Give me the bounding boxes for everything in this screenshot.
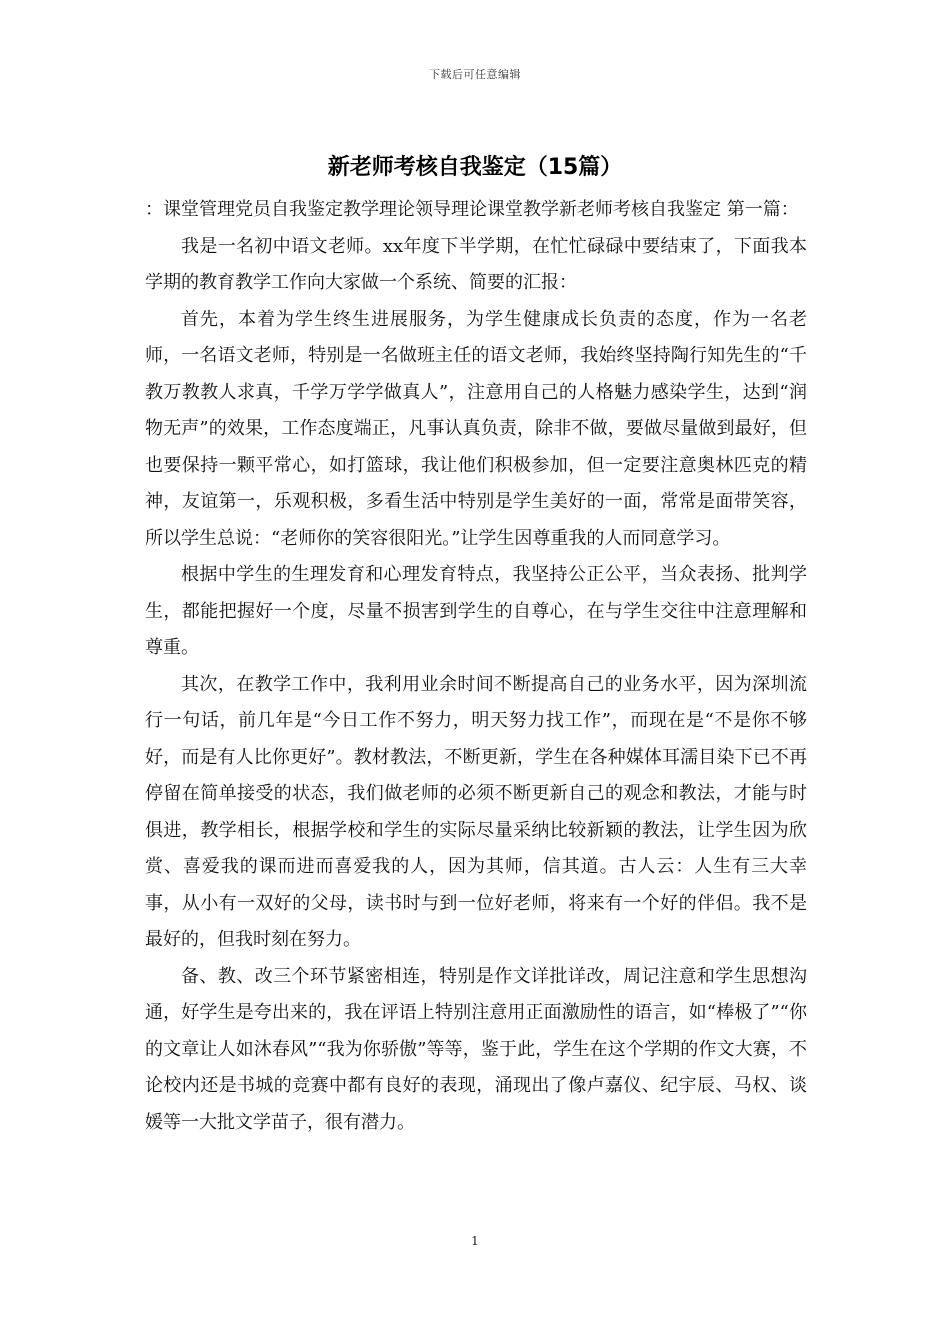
- page-title: 新老师考核自我鉴定（15篇）: [327, 155, 623, 180]
- header-note: 下载后可任意编辑: [429, 68, 521, 81]
- body-paragraph-5: 备、教、改三个环节紧密相连，特别是作文详批详改，周记注意和学生思想沟通，好学生是夸出来的，我在评语上特别注意用正面激励性的语言，如“棒极了”“你的文章让人如沐春风”“我为你骄傲”等等，鉴于此，学生在这个学期的作文大赛，不论校内还是书城的竞赛中都有良好的表现，涌现出了像卢嘉仪、纪宇辰、马权、谈媛等一大批文学苗子，很有潜力。: [145, 965, 807, 1133]
- body-paragraph-1: 我是一名初中语文老师。xx年度下半学期，在忙忙碌碌中要结束了，下面我本学期的教育教学工作向大家做一个系统、简要的汇报：: [145, 235, 807, 293]
- document-body: [145, 192, 807, 1141]
- body-paragraph-2: 首先，本着为学生终生进展服务，为学生健康成长负责的态度，作为一名老师，一名语文老师，特别是一名做班主任的语文老师，我始终坚持陶行知先生的“千教万教教人求真，千学万学学做真人”，注意用自己的人格魅力感染学生，达到“润物无声”的效果，工作态度端正，凡事认真负责，除非不做，要做尽量做到最好，但也要保持一颗平常心，如打篮球，我让他们积极参加，但一定要注意奥林匹克的精神，友谊第一，乐观积极，多看生活中特别是学生美好的一面，常常是面带笑容，所以学生总说：“老师你的笑容很阳光。”让学生因尊重我的人而同意学习。: [145, 308, 807, 549]
- body-paragraph-4: 其次，在教学工作中，我利用业余时间不断提高自己的业务水平，因为深圳流行一句话，前几年是“今日工作不努力，明天努力找工作”，而现在是“不是你不够好，而是有人比你更好”。教材教法，不断更新，学生在各种媒体耳濡目染下已不再停留在简单接受的状态，我们做老师的必须不断更新自己的观念和教法，才能与时俱进，教学相长，根据学校和学生的实际尽量采纳比较新颖的教法，让学生因为欣赏、喜爱我的课而进而喜爱我的人，因为其师，信其道。古人云：人生有三大幸事，从小有一双好的父母，读书时与到一位好老师，将来有一个好的伴侣。我不是最好的，但我时刻在努力。: [145, 673, 807, 950]
- intro-paragraph: ：课堂管理党员自我鉴定教学理论领导理论课堂教学新老师考核自我鉴定 第一篇：: [145, 199, 799, 220]
- page-number: 1: [471, 1234, 479, 1248]
- body-paragraph-3: 根据中学生的生理发育和心理发育特点，我坚持公正公平，当众表扬、批判学生，都能把握好一个度，尽量不损害到学生的自尊心，在与学生交往中注意理解和尊重。: [145, 564, 807, 658]
